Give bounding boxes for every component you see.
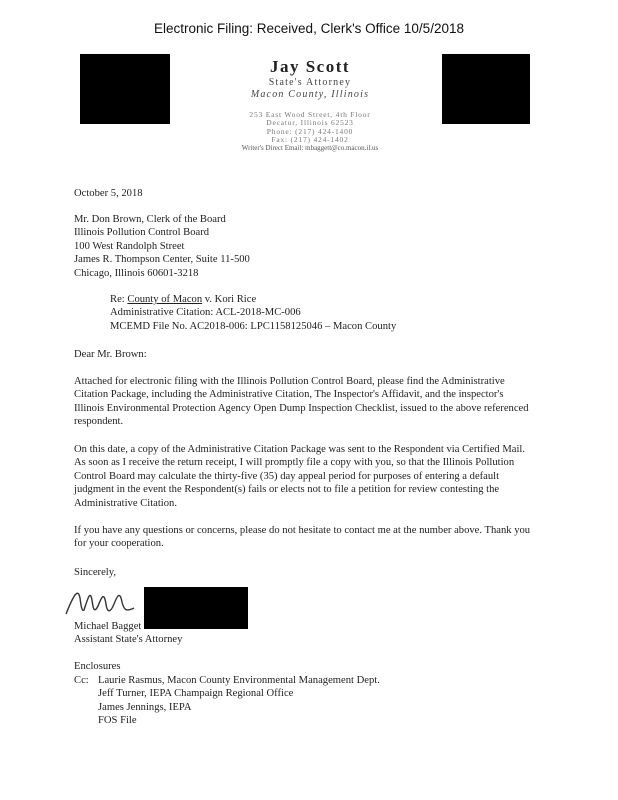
letterhead-name: Jay Scott <box>269 57 351 76</box>
body-paragraph: If you have any questions or concerns, please do not hesitate to contact me at the number above. Thank you for your cooperation. <box>74 525 531 550</box>
re-case-line <box>110 293 396 306</box>
cc-recipient: James Jennings, IEPA <box>98 701 192 713</box>
address-line: 253 East Wood Street, 4th Floor <box>249 110 371 119</box>
salutation: Dear Mr. Brown: <box>74 349 147 360</box>
phone-line: Phone: (217) 424-1400 <box>266 126 354 136</box>
email-line: Writer's Direct Email: mbaggett@co.macon.il.us <box>241 144 379 153</box>
letter-date: October 5, 2018 <box>74 188 143 199</box>
signer-name: Michael Bagget <box>74 621 142 632</box>
signature-image <box>64 584 144 620</box>
filing-stamp: Electronic Filing: Received, Clerk's Office 10/5/2018 <box>154 21 464 36</box>
cc-recipient: Laurie Rasmus, Macon County Environmental Management Dept. <box>98 675 380 686</box>
redacted-logo-left <box>80 54 170 124</box>
recipient-line: Illinois Pollution Control Board <box>74 227 210 239</box>
re-citation: Administrative Citation: ACL-2018-MC-006 <box>110 307 301 319</box>
body-paragraph: Attached for electronic filing with the Illinois Pollution Control Board, please find the Administrative Citation Package, including the Administrative Citation, The Inspector's Affidavit, and the inspector's Illinois Environmental Protection Agency Open Dump Inspection Checklist, issued to the above referenced respondent. <box>74 376 529 428</box>
body-paragraph: On this date, a copy of the Administrative Citation Package was sent to the Respondent via Certified Mail. As soon as I receive the return receipt, I will promptly file a copy with you, so that the Illinois Pollution Control Board may calculate the thirty-five (35) day appeal period for purposes of entering a default judgment in the event the Respondent(s) fails or elects not to file a petition for review contesting the Administrative Citation. <box>74 444 526 509</box>
re-block <box>110 293 396 333</box>
fax-line: Fax: (217) 424-1402 <box>271 134 349 144</box>
redacted-logo-right <box>442 54 530 124</box>
cc-label: Cc: <box>74 675 89 686</box>
address-line: Decatur, Illinois 62523 <box>266 118 354 128</box>
recipient-line: Chicago, Illinois 60601-3218 <box>74 267 199 279</box>
cc-row <box>74 674 380 728</box>
recipient-line: James R. Thompson Center, Suite 11-500 <box>74 254 250 266</box>
re-prefix: Re: <box>110 294 128 305</box>
recipient-line: 100 West Randolph Street <box>74 240 185 252</box>
letterhead <box>190 57 430 153</box>
signer-title: Assistant State's Attorney <box>74 634 183 646</box>
letterhead-address <box>190 111 430 144</box>
cc-block <box>74 674 380 728</box>
cc-recipient: FOS File <box>98 715 137 727</box>
enclosures-label: Enclosures <box>74 661 121 672</box>
recipient-block <box>74 213 250 280</box>
letterhead-title: State's Attorney <box>268 77 352 88</box>
signature-block <box>74 620 182 647</box>
re-case-name: County of Macon <box>127 294 203 305</box>
re-case-rest: v. Kori Rice <box>202 294 257 305</box>
recipient-line: Mr. Don Brown, Clerk of the Board <box>74 214 226 225</box>
letterhead-county: Macon County, Illinois <box>250 89 370 100</box>
closing: Sincerely, <box>74 567 116 578</box>
re-file-no: MCEMD File No. AC2018-006: LPC1158125046 – Macon County <box>110 320 397 332</box>
cc-recipient: Jeff Turner, IEPA Champaign Regional Office <box>98 688 294 700</box>
cc-list <box>98 674 380 728</box>
